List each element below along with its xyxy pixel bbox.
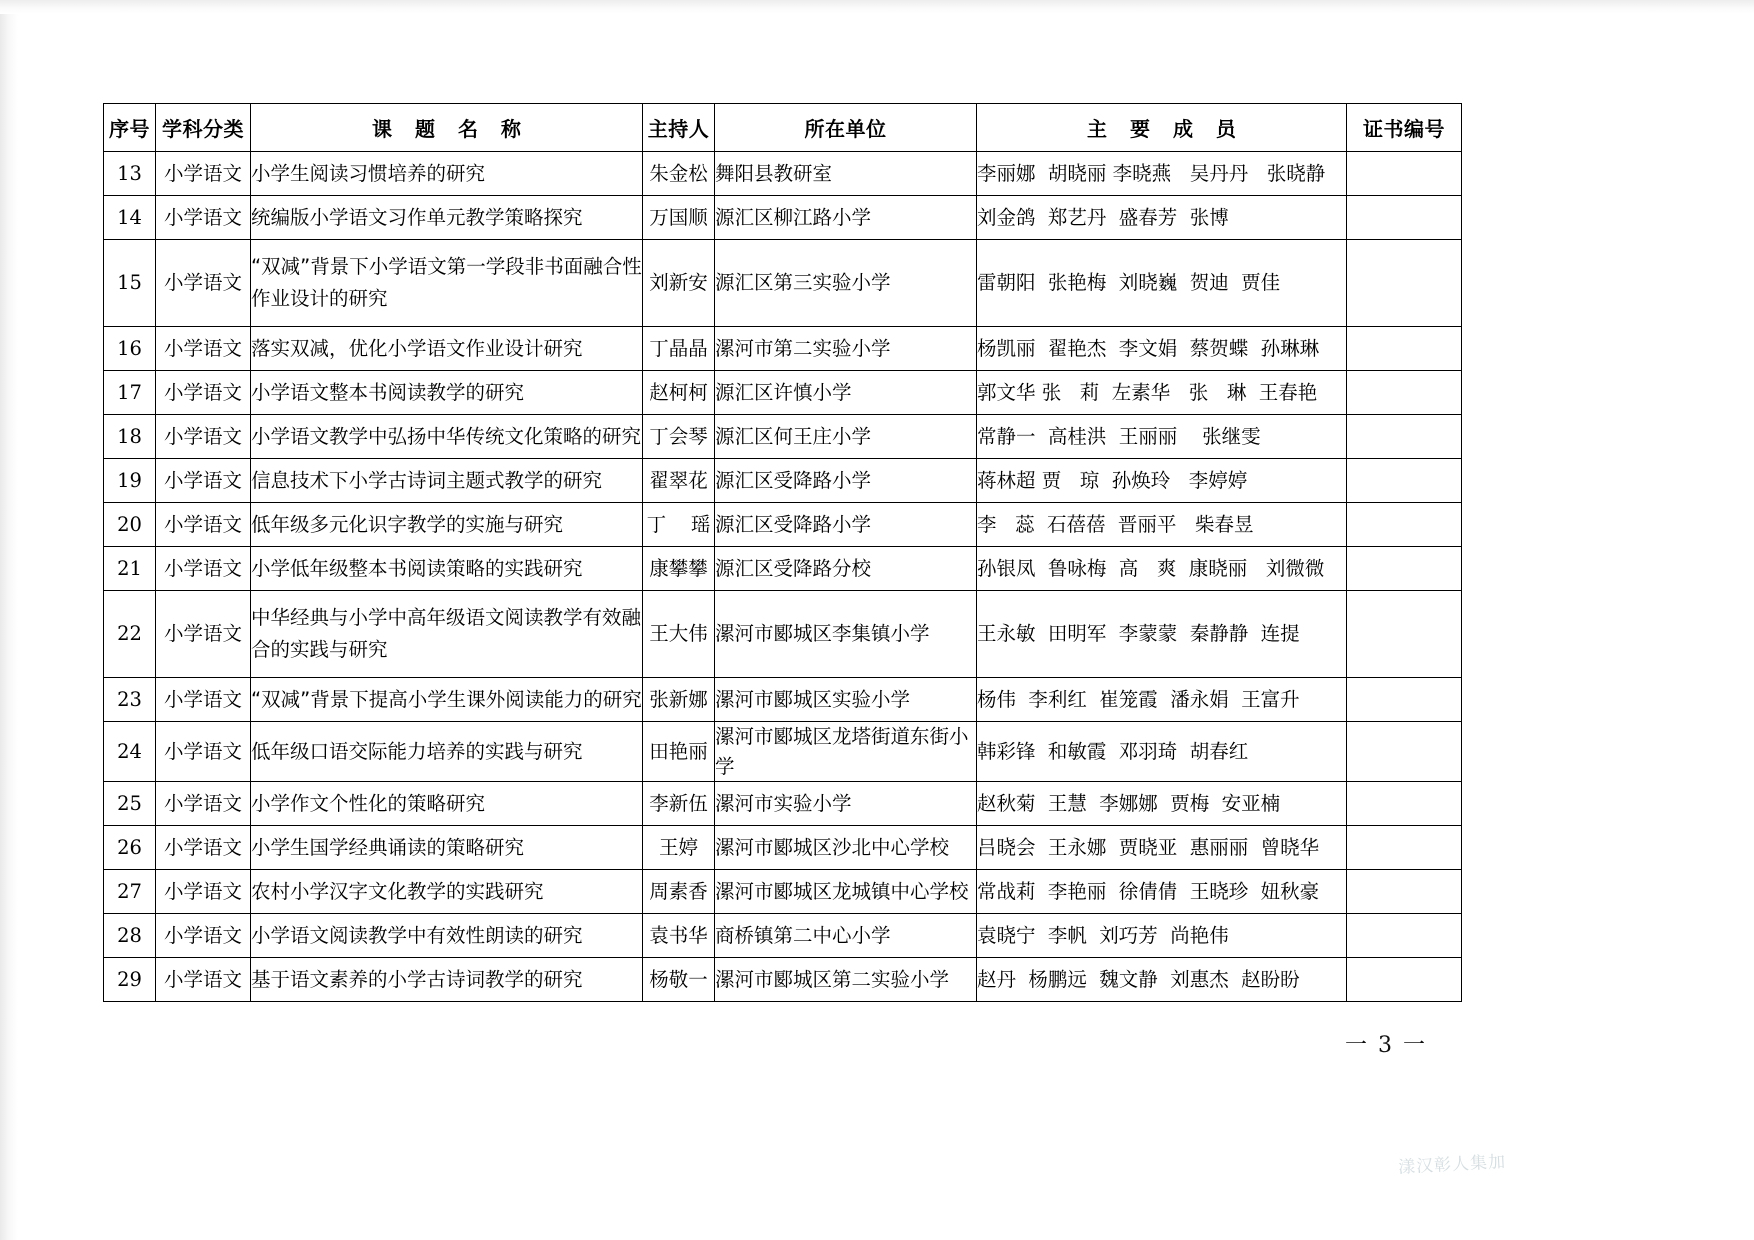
cell-subj: 小学语文	[156, 415, 251, 459]
cell-title	[251, 152, 643, 196]
table-row	[104, 678, 1462, 722]
column-header-subject: 学科分类	[156, 104, 251, 152]
cell-host: 王大伟	[643, 591, 715, 678]
cell-members: 蒋林超 贾 琼 孙焕玲 李婷婷	[977, 459, 1347, 503]
cell-subj: 小学语文	[156, 678, 251, 722]
cell-unit: 源汇区柳江路小学	[715, 196, 977, 240]
table-row	[104, 547, 1462, 591]
cell-seq: 26	[104, 826, 156, 870]
cell-title	[251, 826, 643, 870]
cell-subj: 小学语文	[156, 327, 251, 371]
cell-host: 朱金松	[643, 152, 715, 196]
table-header-row	[104, 104, 1462, 152]
cell-title	[251, 240, 643, 327]
cell-title	[251, 870, 643, 914]
cell-seq: 22	[104, 591, 156, 678]
cell-members: 李丽娜 胡晓丽 李晓燕 吴丹丹 张晓静	[977, 152, 1347, 196]
cell-subj: 小学语文	[156, 782, 251, 826]
title-line-1: 落实双减，优化小学语文作业设计研究	[251, 336, 583, 360]
cell-members: 王永敏 田明军 李蒙蒙 秦静静 连提	[977, 591, 1347, 678]
cell-certificate	[1347, 415, 1462, 459]
table-row	[104, 503, 1462, 547]
page-number: 一 3 一	[1345, 1033, 1427, 1058]
title-line-1: 小学语文教学中弘扬中华传统文化策略的研究	[251, 424, 642, 448]
cell-subj: 小学语文	[156, 152, 251, 196]
cell-host: 田艳丽	[643, 722, 715, 782]
cell-seq: 14	[104, 196, 156, 240]
column-header-title: 课 题 名 称	[251, 104, 643, 152]
cell-unit: 漯河市郾城区沙北中心学校	[715, 826, 977, 870]
cell-title	[251, 415, 643, 459]
table-row	[104, 196, 1462, 240]
cell-title	[251, 722, 643, 782]
cell-members: 郭文华 张 莉 左素华 张 琳 王春艳	[977, 371, 1347, 415]
cell-members: 赵丹 杨鹏远 魏文静 刘惠杰 赵盼盼	[977, 958, 1347, 1002]
cell-host: 刘新安	[643, 240, 715, 327]
cell-seq: 13	[104, 152, 156, 196]
cell-title	[251, 914, 643, 958]
cell-members: 赵秋菊 王慧 李娜娜 贾梅 安亚楠	[977, 782, 1347, 826]
table-row	[104, 327, 1462, 371]
cell-seq: 17	[104, 371, 156, 415]
column-header-host: 主持人	[643, 104, 715, 152]
cell-certificate	[1347, 503, 1462, 547]
cell-seq: 19	[104, 459, 156, 503]
table-header	[104, 104, 1462, 152]
cell-host: 万国顺	[643, 196, 715, 240]
cell-unit: 源汇区何王庄小学	[715, 415, 977, 459]
table-row	[104, 459, 1462, 503]
column-header-unit: 所在单位	[715, 104, 977, 152]
title-line-2: 作业设计的研究	[251, 287, 388, 310]
cell-certificate	[1347, 327, 1462, 371]
title-line-1: 低年级口语交际能力培养的实践与研究	[251, 739, 583, 763]
cell-host: 丁会琴	[643, 415, 715, 459]
cell-title	[251, 503, 643, 547]
cell-title	[251, 678, 643, 722]
cell-certificate	[1347, 678, 1462, 722]
cell-host: 丁 瑶	[643, 503, 715, 547]
cell-unit: 源汇区受降路小学	[715, 459, 977, 503]
table-body	[104, 152, 1462, 1002]
cell-unit: 漯河市郾城区实验小学	[715, 678, 977, 722]
cell-subj: 小学语文	[156, 371, 251, 415]
cell-unit: 漯河市郾城区龙塔街道东街小学	[715, 722, 977, 782]
cell-subj: 小学语文	[156, 503, 251, 547]
cell-certificate	[1347, 240, 1462, 327]
title-line-1: 小学语文阅读教学中有效性朗读的研究	[251, 923, 583, 947]
cell-seq: 24	[104, 722, 156, 782]
cell-seq: 23	[104, 678, 156, 722]
cell-host: 翟翠花	[643, 459, 715, 503]
cell-members: 李 蕊 石蓓蓓 晋丽平 柴春昱	[977, 503, 1347, 547]
table-row	[104, 240, 1462, 327]
cell-host: 丁晶晶	[643, 327, 715, 371]
cell-members: 袁晓宁 李帆 刘巧芳 尚艳伟	[977, 914, 1347, 958]
cell-members: 孙银凤 鲁咏梅 高 爽 康晓丽 刘微微	[977, 547, 1347, 591]
cell-certificate	[1347, 459, 1462, 503]
cell-certificate	[1347, 958, 1462, 1002]
title-line-1: 小学生阅读习惯培养的研究	[251, 161, 486, 185]
cell-members: 常静一 高桂洪 王丽丽 张继雯	[977, 415, 1347, 459]
cell-unit: 舞阳县教研室	[715, 152, 977, 196]
cell-seq: 16	[104, 327, 156, 371]
cell-seq: 29	[104, 958, 156, 1002]
cell-unit: 源汇区许慎小学	[715, 371, 977, 415]
title-line-1: 中华经典与小学中高年级语文阅读教学有效融	[251, 606, 642, 630]
cell-title	[251, 591, 643, 678]
cell-members: 吕晓会 王永娜 贾晓亚 惠丽丽 曾晓华	[977, 826, 1347, 870]
cell-host: 周素香	[643, 870, 715, 914]
cell-title	[251, 958, 643, 1002]
cell-members: 刘金鸽 郑艺丹 盛春芳 张博	[977, 196, 1347, 240]
watermark: 漾汉彰人集加	[1397, 1152, 1507, 1178]
cell-certificate	[1347, 722, 1462, 782]
cell-title	[251, 547, 643, 591]
cell-seq: 18	[104, 415, 156, 459]
cell-unit: 漯河市郾城区龙城镇中心学校	[715, 870, 977, 914]
cell-certificate	[1347, 547, 1462, 591]
cell-subj: 小学语文	[156, 591, 251, 678]
table-row	[104, 371, 1462, 415]
cell-subj: 小学语文	[156, 722, 251, 782]
cell-host: 袁书华	[643, 914, 715, 958]
cell-host: 李新伍	[643, 782, 715, 826]
title-line-1: 小学语文整本书阅读教学的研究	[251, 380, 525, 404]
table-row	[104, 914, 1462, 958]
cell-seq: 15	[104, 240, 156, 327]
cell-members: 韩彩锋 和敏霞 邓羽琦 胡春红	[977, 722, 1347, 782]
cell-subj: 小学语文	[156, 826, 251, 870]
cell-host: 杨敬一	[643, 958, 715, 1002]
cell-seq: 28	[104, 914, 156, 958]
cell-unit: 漯河市第二实验小学	[715, 327, 977, 371]
title-line-1: 信息技术下小学古诗词主题式教学的研究	[251, 468, 603, 492]
cell-seq: 20	[104, 503, 156, 547]
table-row	[104, 722, 1462, 782]
title-line-1: 低年级多元化识字教学的实施与研究	[251, 512, 564, 536]
cell-unit: 源汇区受降路小学	[715, 503, 977, 547]
title-line-1: 统编版小学语文习作单元教学策略探究	[251, 205, 583, 229]
cell-title	[251, 371, 643, 415]
project-table-container	[103, 103, 1461, 1002]
cell-seq: 21	[104, 547, 156, 591]
cell-title	[251, 196, 643, 240]
cell-subj: 小学语文	[156, 196, 251, 240]
cell-subj: 小学语文	[156, 914, 251, 958]
cell-subj: 小学语文	[156, 870, 251, 914]
column-header-certificate: 证书编号	[1347, 104, 1462, 152]
column-header-members: 主 要 成 员	[977, 104, 1347, 152]
cell-subj: 小学语文	[156, 240, 251, 327]
cell-subj: 小学语文	[156, 547, 251, 591]
title-line-2: 合的实践与研究	[251, 638, 388, 661]
cell-certificate	[1347, 371, 1462, 415]
cell-certificate	[1347, 196, 1462, 240]
cell-subj: 小学语文	[156, 958, 251, 1002]
cell-certificate	[1347, 152, 1462, 196]
title-line-1: 农村小学汉字文化教学的实践研究	[251, 879, 544, 903]
table-row	[104, 958, 1462, 1002]
cell-members: 杨伟 李利红 崔笼霞 潘永娟 王富升	[977, 678, 1347, 722]
cell-host: 张新娜	[643, 678, 715, 722]
title-line-1: 基于语文素养的小学古诗词教学的研究	[251, 967, 583, 991]
cell-certificate	[1347, 591, 1462, 678]
title-line-1: “双减”背景下提高小学生课外阅读能力的研究	[251, 687, 642, 711]
cell-certificate	[1347, 782, 1462, 826]
cell-members: 杨凯丽 翟艳杰 李文娟 蔡贺蝶 孙琳琳	[977, 327, 1347, 371]
cell-unit: 源汇区受降路分校	[715, 547, 977, 591]
cell-members: 雷朝阳 张艳梅 刘晓巍 贺迪 贾佳	[977, 240, 1347, 327]
cell-title	[251, 327, 643, 371]
cell-host: 王婷	[643, 826, 715, 870]
cell-host: 赵柯柯	[643, 371, 715, 415]
project-table	[103, 103, 1462, 1002]
cell-certificate	[1347, 914, 1462, 958]
cell-unit: 漯河市郾城区李集镇小学	[715, 591, 977, 678]
cell-subj: 小学语文	[156, 459, 251, 503]
cell-title	[251, 459, 643, 503]
cell-unit: 漯河市实验小学	[715, 782, 977, 826]
table-row	[104, 782, 1462, 826]
table-row	[104, 591, 1462, 678]
cell-certificate	[1347, 870, 1462, 914]
title-line-1: 小学低年级整本书阅读策略的实践研究	[251, 556, 583, 580]
table-row	[104, 415, 1462, 459]
cell-unit: 商桥镇第二中心小学	[715, 914, 977, 958]
cell-seq: 27	[104, 870, 156, 914]
title-line-1: “双减”背景下小学语文第一学段非书面融合性	[251, 255, 642, 279]
cell-members: 常战莉 李艳丽 徐倩倩 王晓珍 妞秋豪	[977, 870, 1347, 914]
table-row	[104, 870, 1462, 914]
cell-title	[251, 782, 643, 826]
cell-unit: 源汇区第三实验小学	[715, 240, 977, 327]
table-row	[104, 826, 1462, 870]
title-line-1: 小学作文个性化的策略研究	[251, 791, 486, 815]
cell-certificate	[1347, 826, 1462, 870]
column-header-seq: 序号	[104, 104, 156, 152]
table-row	[104, 152, 1462, 196]
cell-seq: 25	[104, 782, 156, 826]
cell-host: 康攀攀	[643, 547, 715, 591]
title-line-1: 小学生国学经典诵读的策略研究	[251, 835, 525, 859]
cell-unit: 漯河市郾城区第二实验小学	[715, 958, 977, 1002]
